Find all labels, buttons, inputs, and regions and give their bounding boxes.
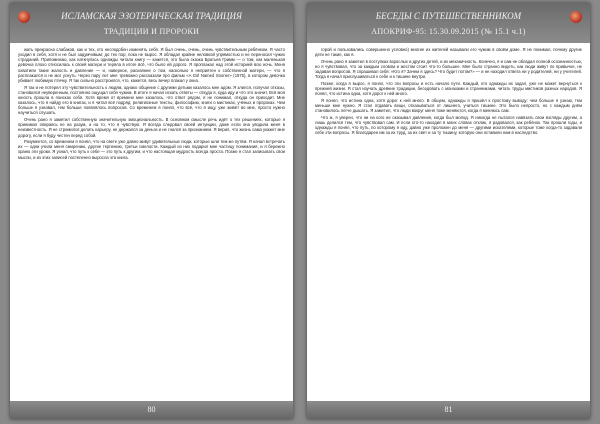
right-page (307, 3, 590, 419)
left-page (10, 3, 293, 419)
paragraph: жать прекрасна слабаков, как и тех, кто несподобен изменять себя. Я был очень, очень, очень чувствительным ребёнком. Я часто уходил в себя, хотя и не был задумчивым; до тех пор, пока не вырос. Я обладал крайне неловкой упрямостью и не переносил чужих страданий. Припоминаю, как наткнулась однажды читала книгу — кажется, это была сказка Братьев Гримм — о том, как маленькая девочка плохо относилась к своей матери и теряла в итоге всё, что было ей дорого. Я проплакал над этой историей всю ночь. Меня охватили такие жалость и давление — и, наверное, раскаяние о том, насколько я неприятен к собственной матери, — что я расплакался и не мог уснуть. Через пару лет мне тревожно рассказали про фильм «A Girl Named Sooner» (1975), в котором девочка убивает любимую птичку. Я так сильно расстроился, что, кажется, весь вечер плакал у окна. (18, 47, 285, 83)
paragraph: Разумеется, со временем я понял, что на свете уже давно живут удивительные люди, которые шли тем же путём. Я начал встречать их — одни учили меня смирению, другие терпению, третьи смелости. Каждый из них подарил мне частицу понимания, и я бережно храню эти уроки. Я узнал, что путь к себе — это путь к другим, и что настоящая мудрость всегда проста. Позже я стал записывать свои мысли, и из этих записей постепенно выросла эта книга. (18, 139, 285, 160)
section-title: ТРАДИЦИИ И ПРОРОКИ (103, 27, 200, 36)
section-title: АПОКРИФ-95: 15.30.09.2015 (№ 15.1 ч.1) (371, 27, 526, 36)
paragraph: горой и пользовались совершенно условно) многие из жителей называли его чужим в своём доме. Я не понимал, почему другие дети не такие, как я. (315, 47, 582, 58)
paragraph: Очень рано я заметил собственную значительную эмоциональность. В основном смысле речь идёт о тех решениях, которые я принимал опираясь не на разум, а на то, что я чувствую. Я всегда следовал своей интуиции, даже если она уводила меня в неизвестность. Я не стремился делать карьеру, не держался за деньги и не гнался за признанием. Я верил, что жизнь сама укажет мне дорогу, если я буду честен перед собой. (18, 117, 285, 138)
paragraph: Что ж, я уверен, что ни на кого не оказывал давления, когда был молод. Я никогда не пытался навязать свои взгляды другим, а лишь делился тем, что чувствовал сам. И если кто-то находил в моих словах отклик, я радовался, как ребёнок. Так прошли годы, и однажды я понял, что путь, по которому я иду, давно уже проложен до меня — другими искателями, которые тоже когда-то задавали себе эти вопросы. Я благодарен им за их труд, за их свет и за ту тишину, которую они оставили нам в наследство. (315, 114, 582, 136)
paragraph: Я понял, что истина одна, хотя дорог к ней много. В общем, однажды я пришёл к простому выводу: чем больше я узнаю, тем меньше мне нужно. Я стал отдавать вещи, отказываться от лишнего, учиться тишине. Это было непросто, но с каждым днём становилось легче дышать. Я заметил, что люди вокруг меня тоже меняются, когда я меняюсь сам. (315, 97, 582, 114)
running-head: ИСЛАМСКАЯ ЭЗОТЕРИЧЕСКАЯ ТРАДИЦИЯ (61, 11, 242, 21)
paragraph: Позже, когда я вырос, я понял, что эти вопросы и есть начало пути. Каждый, кто однажды их задал, уже не может вернуться к прежней жизни. Я стал изучать древние традиции, беседовать с монахами и странниками, читать труды мистиков разных народов. Я понял, что истина одна, хотя дорог к ней много. (315, 80, 582, 97)
body-text (315, 47, 582, 397)
body-text (18, 47, 285, 397)
page-number: 80 (147, 405, 156, 414)
header-band (307, 3, 590, 43)
page-number: 81 (444, 405, 453, 414)
paragraph: Я так и не потерял эту чувствительность к людям, однако общение с другими детьми казалось мне адом. Я злился, получал отказы, становился неуверенным, постоянно ощущал себя чужим. В итоге я начал искать ответы — откуда я, куда иду и что это значит. Вся моя юность прошла в поисках себя. Хотя время от времени мне казалось, что ответ рядом, я не понимал, откуда он приходит. Мне казалось, что я найду его в книгах, и я читал всё подряд: религиозные тексты, философию, книги о мистиках, учёных и пророках. Чем больше я узнавал, тем больше появлялось вопросов. Со временем я понял, что всё, что я ищу, уже живёт во мне, просто нужно научиться слушать. (18, 84, 285, 116)
running-head: БЕСЕДЫ С ПУТЕШЕСТВЕННИКОМ (375, 11, 522, 21)
header-band (10, 3, 293, 43)
paragraph: Очень рано я заметил в поступках взрослых и других детей, и их механичность. Конечно, я и сам не обладал полной осознанностью, но я чувствовал, что за каждым словом и жестом стоит что-то большее. Мне было странно видеть, как люди живут по привычке, не задавая вопросов. Я спрашивал себя: «Кто я? Зачем я здесь? Что будет потом?» — и не находил ответа ни у родителей, ни у учителей. Тогда я начал прислушиваться к себе и к тишине внутри. (315, 58, 582, 80)
